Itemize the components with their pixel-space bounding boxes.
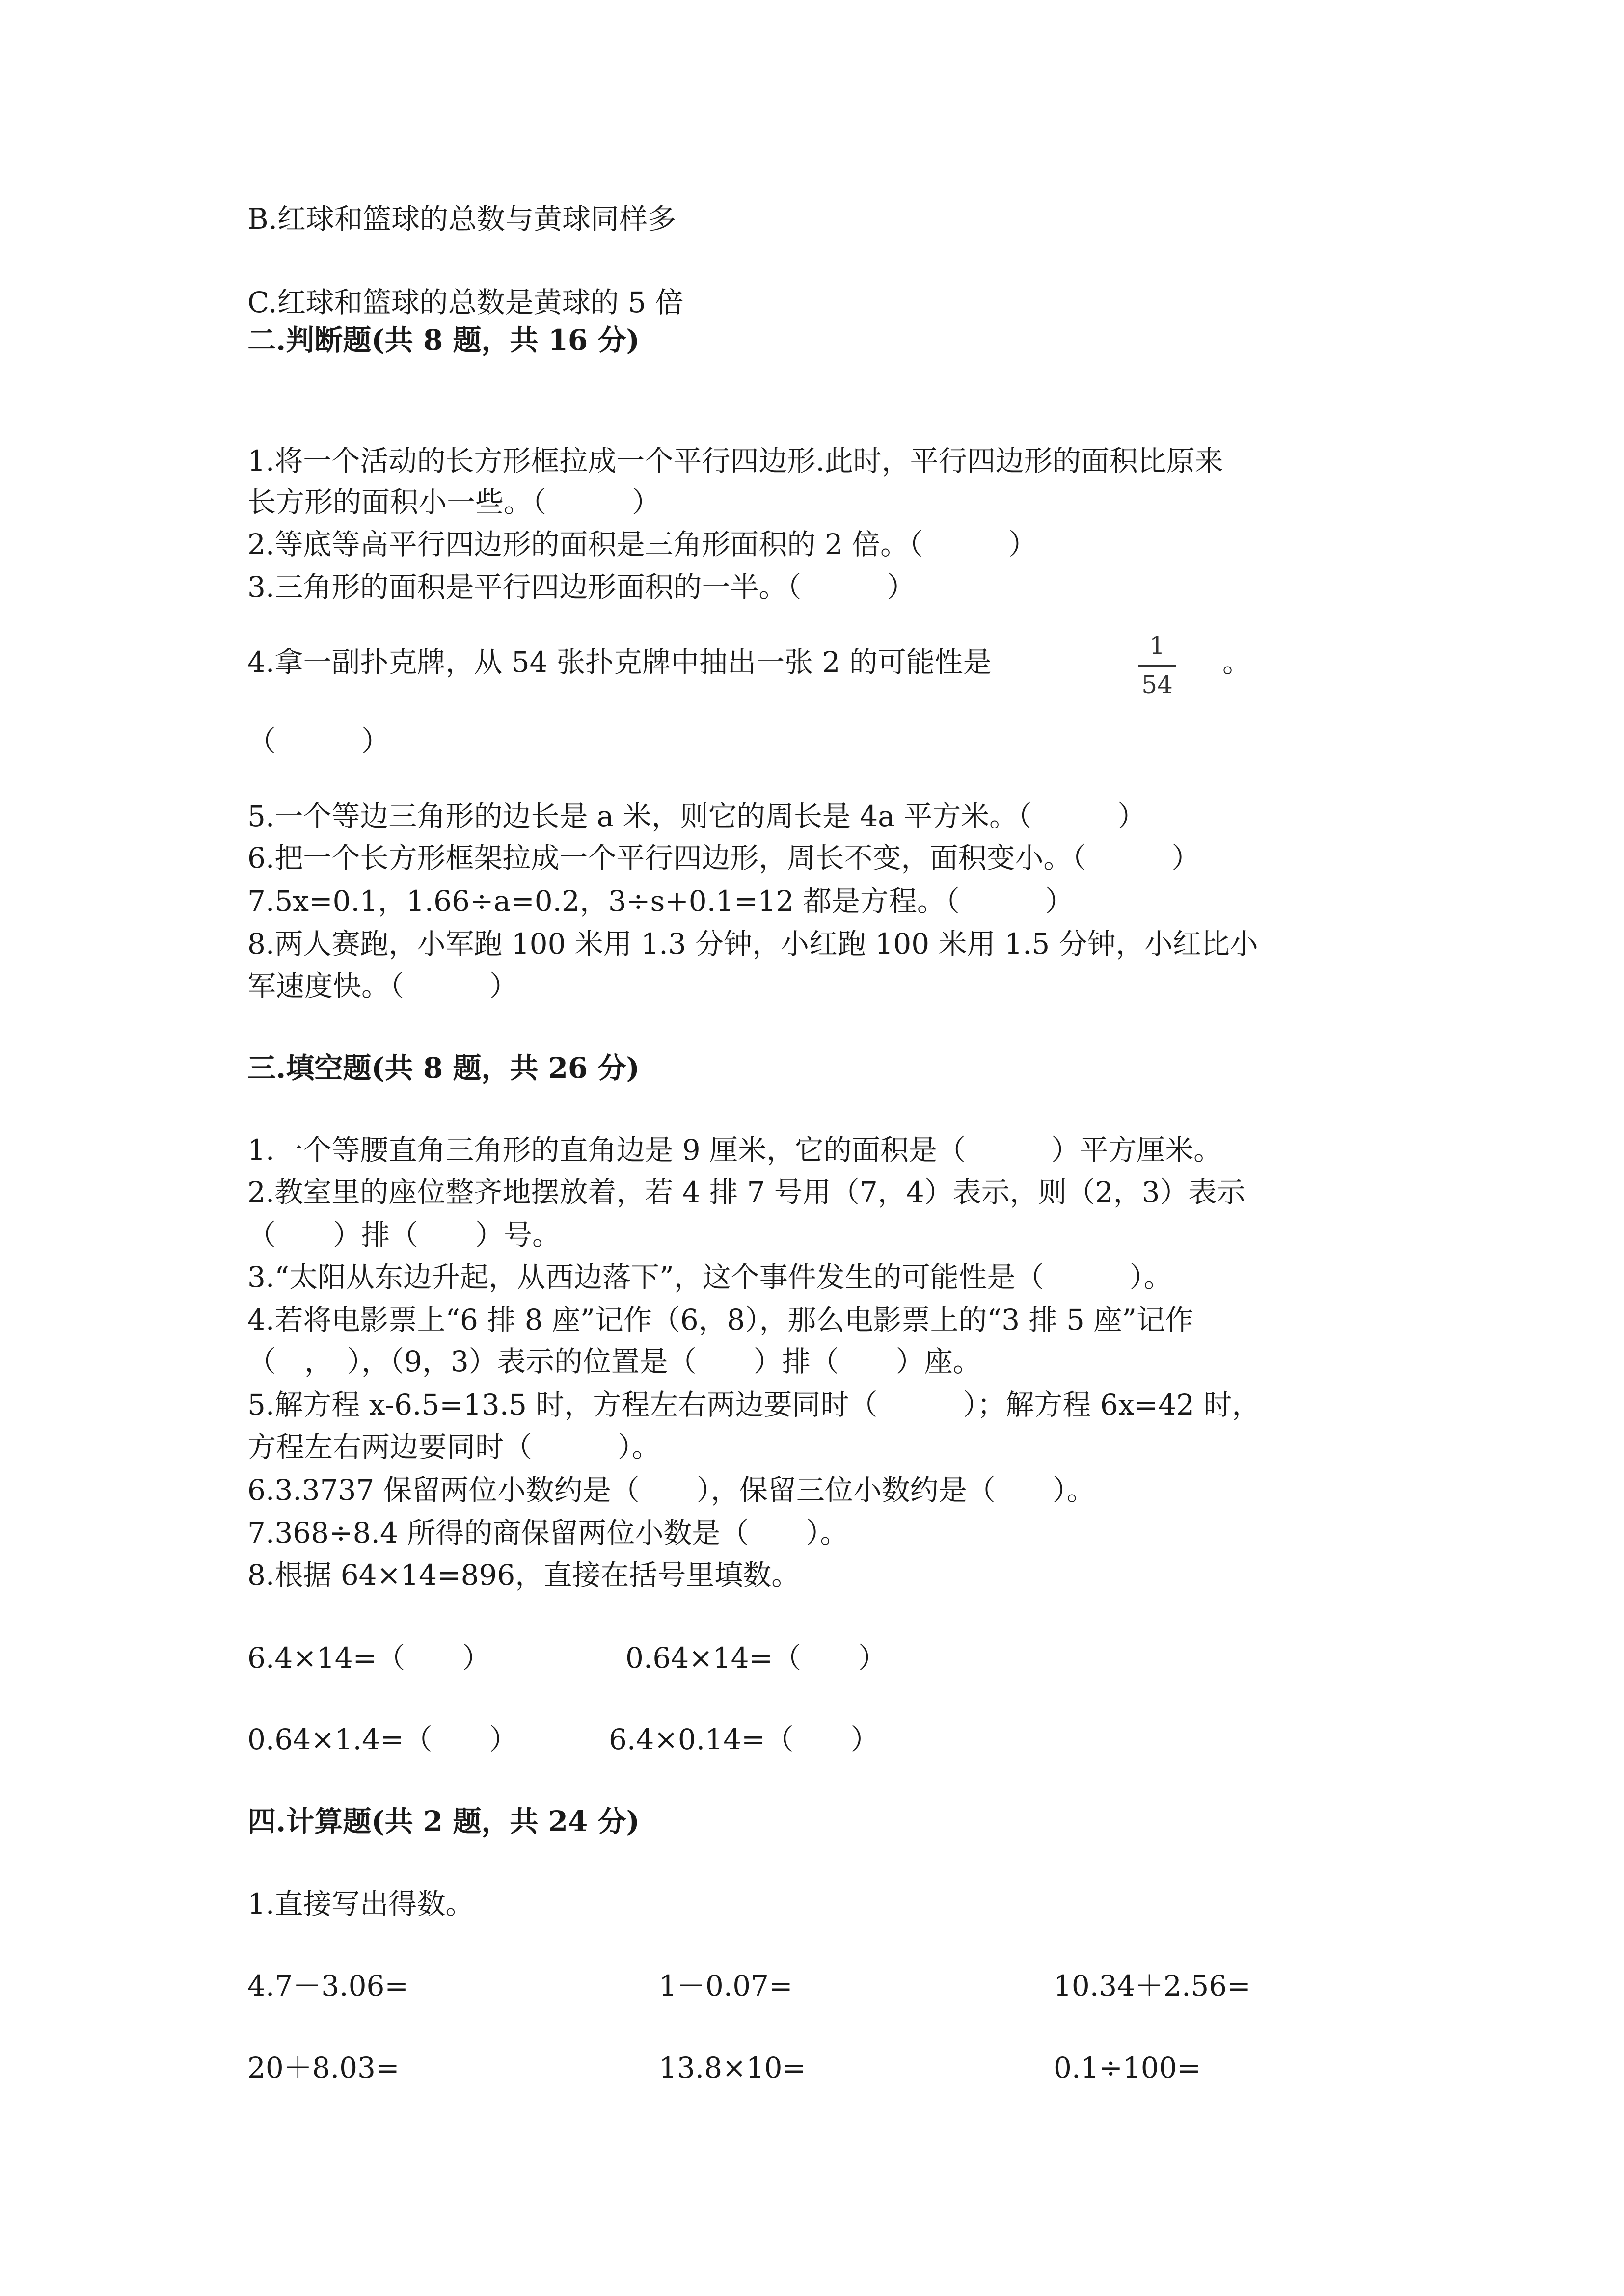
fill-row-1-item-1: 6.4×14=（ ） xyxy=(247,1641,491,1675)
section-2-title: 二.判断题(共 8 题，共 16 分) xyxy=(247,323,640,357)
s2-question-6: 6.把一个长方形框架拉成一个平行四边形，周长不变，面积变小。（ ） xyxy=(247,841,1200,875)
s3-question-8: 8.根据 64×14=896，直接在括号里填数。 xyxy=(247,1558,800,1592)
fraction-numerator: 1 xyxy=(1149,631,1165,660)
calc-item: 10.34＋2.56= xyxy=(1054,1969,1251,2002)
fraction-bar xyxy=(1138,665,1176,667)
s2-question-3: 3.三角形的面积是平行四边形面积的一半。（ ） xyxy=(247,570,916,604)
calc-item: 13.8×10= xyxy=(659,2051,807,2084)
s2-question-4: 4.拿一副扑克牌，从 54 张扑克牌中抽出一张 2 的可能性是 xyxy=(247,645,992,679)
calc-item: 0.1÷100= xyxy=(1054,2051,1201,2084)
s3-question-2-line-2: （ ）排（ ）号。 xyxy=(247,1218,561,1252)
calc-item: 4.7－3.06= xyxy=(247,1969,408,2002)
s2-question-7: 7.5x=0.1，1.66÷a=0.2，3÷s+0.1=12 都是方程。（ ） xyxy=(247,884,1074,918)
calc-item: 1－0.07= xyxy=(659,1969,793,2002)
s3-question-4-line-1: 4.若将电影票上“6 排 8 座”记作（6，8），那么电影票上的“3 排 5 座”记作 xyxy=(247,1303,1193,1336)
fill-row-1-item-2: 0.64×14=（ ） xyxy=(625,1641,887,1675)
s2-question-1-line-2: 长方形的面积小一些。（ ） xyxy=(247,485,661,519)
s4-question-1: 1.直接写出得数。 xyxy=(247,1887,474,1921)
option-b: B.红球和篮球的总数与黄球同样多 xyxy=(247,202,677,236)
s3-question-1: 1.一个等腰直角三角形的直角边是 9 厘米，它的面积是（ ）平方厘米。 xyxy=(247,1133,1222,1167)
s3-question-7: 7.368÷8.4 所得的商保留两位小数是（ ）。 xyxy=(247,1516,849,1549)
s2-question-5: 5.一个等边三角形的边长是 a 米，则它的周长是 4a 平方米。（ ） xyxy=(247,800,1146,833)
s3-question-3: 3.“太阳从东边升起，从西边落下”，这个事件发生的可能性是（ ）。 xyxy=(247,1260,1172,1294)
option-c: C.红球和篮球的总数是黄球的 5 倍 xyxy=(247,286,684,319)
s3-question-5-line-2: 方程左右两边要同时（ ）。 xyxy=(247,1430,661,1464)
s3-question-5-line-1: 5.解方程 x-6.5=13.5 时，方程左右两边要同时（ ）；解方程 6x=42 时， xyxy=(247,1388,1261,1421)
s2-question-8-line-2: 军速度快。（ ） xyxy=(247,969,518,1003)
fill-row-2-item-2: 6.4×0.14=（ ） xyxy=(609,1723,879,1756)
s2-question-1-line-1: 1.将一个活动的长方形框拉成一个平行四边形.此时，平行四边形的面积比原来 xyxy=(247,444,1223,478)
section-3-title: 三.填空题(共 8 题，共 26 分) xyxy=(247,1051,640,1085)
s2-question-2: 2.等底等高平行四边形的面积是三角形面积的 2 倍。（ ） xyxy=(247,528,1037,561)
s3-question-6: 6.3.3737 保留两位小数约是（ ），保留三位小数约是（ ）。 xyxy=(247,1473,1095,1507)
s2-question-8-line-1: 8.两人赛跑，小军跑 100 米用 1.3 分钟，小红跑 100 米用 1.5 分钟，小红比小 xyxy=(247,927,1258,961)
s3-question-4-line-2: （ ， ），（9，3）表示的位置是（ ）排（ ）座。 xyxy=(247,1345,981,1378)
s2-question-4-period: 。 xyxy=(1222,645,1251,679)
fill-row-2-item-1: 0.64×1.4=（ ） xyxy=(247,1723,518,1756)
section-4-title: 四.计算题(共 2 题，共 24 分) xyxy=(247,1805,640,1838)
fraction-denominator: 54 xyxy=(1141,670,1173,699)
s2-question-4-blank: （ ） xyxy=(247,724,390,758)
s3-question-2-line-1: 2.教室里的座位整齐地摆放着，若 4 排 7 号用（7，4）表示，则（2，3）表示 xyxy=(247,1175,1245,1209)
calc-item: 20＋8.03= xyxy=(247,2051,400,2084)
